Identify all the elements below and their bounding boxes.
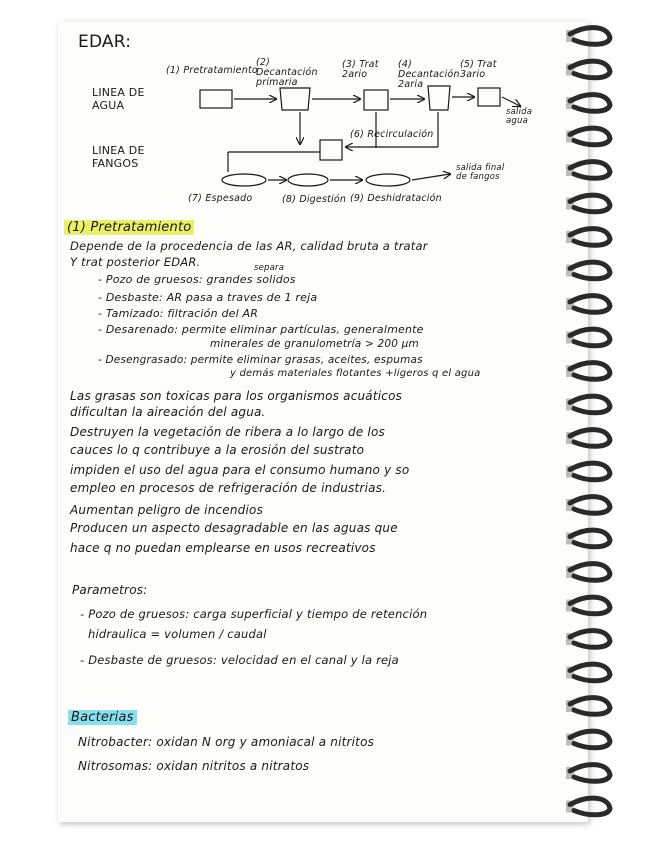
process-diagram (58, 22, 588, 822)
water-exit-label: salida agua (506, 107, 533, 126)
bacteria-line-2: Nitrosomas: oxidan nitritos a nitratos (78, 759, 310, 773)
para-line-3: Destruyen la vegetación de ribera a lo largo de los (70, 425, 385, 439)
binder-ring (570, 329, 610, 346)
para-line-7: Aumentan peligro de incendios (70, 503, 264, 517)
row-label-agua: LINEA DE AGUA (92, 86, 145, 112)
step-9-label: (9) Deshidratación (350, 193, 442, 204)
binder-ring (570, 262, 610, 279)
spiral-binding (558, 0, 655, 848)
sludge-espesado-shape (222, 174, 266, 186)
recirculation-label: (6) Recirculación (350, 129, 434, 140)
item-desarenado-cont: minerales de granulometría > 200 µm (210, 338, 419, 350)
sludge-deshidratacion-shape (366, 174, 410, 186)
binder-ring (570, 229, 610, 246)
notebook-page (58, 22, 588, 822)
para-line-1: Las grasas son toxicas para los organismos acuáticos (70, 389, 403, 403)
bacteria-line-1: Nitrobacter: oxidan N org y amoniacal a nitritos (78, 735, 375, 749)
binder-ring (570, 798, 610, 815)
para-line-2: dificultan la aireación del agua. (70, 405, 266, 419)
binder-ring (570, 564, 610, 581)
item-desarenado: - Desarenado: permite eliminar partículas, generalmente (98, 323, 424, 336)
box-recirculacion (320, 140, 342, 160)
item-desengrasado: - Desengrasado: permite eliminar grasas, aceites, espumas (98, 354, 423, 366)
step-8-label: (8) Digestión (282, 194, 347, 205)
binder-ring (570, 463, 610, 480)
binder-ring (570, 731, 610, 748)
parameters-line-3: - Desbaste de gruesos: velocidad en el canal y la reja (80, 653, 399, 667)
para-line-9: hace q no puedan emplearse en usos recreativos (70, 541, 376, 555)
intro-line-2: Y trat posterior EDAR. (70, 255, 201, 269)
step-4-label: (4) Decantación 2aria (398, 59, 460, 90)
binder-ring (570, 631, 610, 648)
box-trat-2ario (364, 90, 388, 110)
parameters-heading: Parametros: (72, 583, 148, 597)
box-pretratamiento (200, 90, 232, 108)
step-5-label: (5) Trat 3ario (460, 59, 497, 80)
sludge-digestion-shape (288, 174, 328, 186)
para-line-6: empleo en procesos de refrigeración de industrias. (70, 481, 387, 495)
parameters-line-1: - Pozo de gruesos: carga superficial y tiempo de retención (80, 607, 428, 621)
page-title: EDAR: (78, 32, 132, 52)
bacteria-heading: Bacterias (68, 710, 137, 726)
row-label-fangos: LINEA DE FANGOS (92, 144, 145, 170)
binder-ring (570, 664, 610, 681)
binder-ring (570, 597, 610, 614)
binder-ring (570, 61, 610, 78)
sludge-exit-label: salida final de fangos (456, 163, 505, 182)
step-3-label: (3) Trat 2ario (342, 59, 379, 80)
step-2-label: (2) Decantación primaria (256, 57, 318, 88)
item-tamizado: - Tamizado: filtración del AR (98, 307, 259, 320)
item-desengrasado-cont: y demás materiales flotantes +ligeros q el agua (230, 368, 481, 379)
binder-ring (570, 530, 610, 547)
item-note-separa: separa (254, 263, 285, 273)
intro-line-1: Depende de la procedencia de las AR, calidad bruta a tratar (70, 239, 428, 253)
binder-ring (570, 195, 610, 212)
binder-ring (570, 162, 610, 179)
step-1-label: (1) Pretratamiento (166, 65, 258, 76)
binder-ring (570, 698, 610, 715)
binder-ring (570, 497, 610, 514)
item-pozo-gruesos: - Pozo de gruesos: grandes solidos (98, 273, 296, 286)
binder-ring (570, 95, 610, 112)
binder-ring (570, 765, 610, 782)
section-heading-pretratamiento: (1) Pretratamiento (64, 220, 194, 236)
binder-ring (570, 430, 610, 447)
box-decantacion-primaria (280, 88, 310, 110)
binder-ring (570, 128, 610, 145)
item-desbaste: - Desbaste: AR pasa a traves de 1 reja (98, 291, 318, 304)
binder-ring (570, 296, 610, 313)
binder-ring (570, 363, 610, 380)
step-7-label: (7) Espesado (188, 193, 253, 204)
parameters-line-2: hidraulica = volumen / caudal (88, 627, 267, 641)
para-line-4: cauces lo q contribuye a la erosión del sustrato (70, 443, 365, 457)
binder-ring (570, 28, 610, 45)
para-line-5: impiden el uso del agua para el consumo humano y so (70, 463, 410, 477)
box-trat-3ario (478, 88, 500, 106)
para-line-8: Producen un aspecto desagradable en las aguas que (70, 521, 398, 535)
binder-ring (570, 396, 610, 413)
